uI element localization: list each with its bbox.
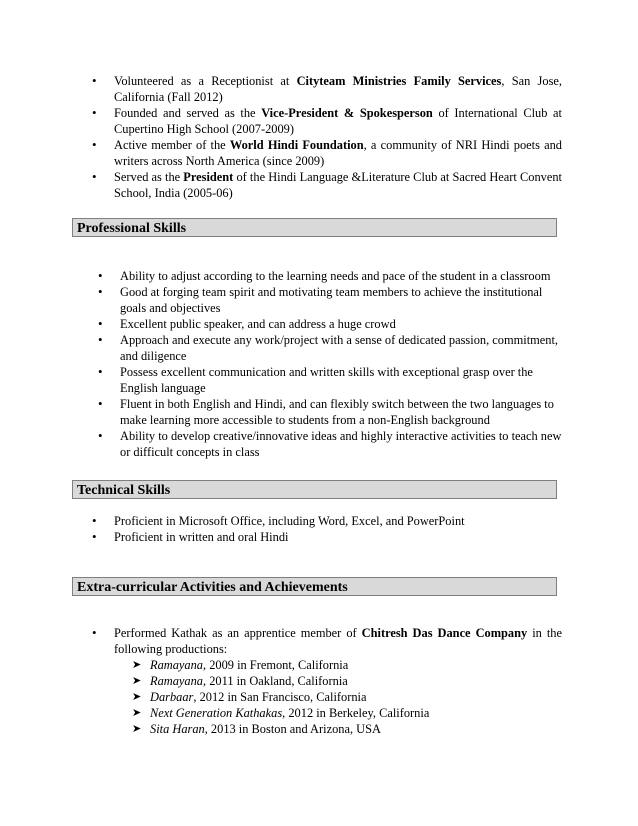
list-item: • Approach and execute any work/project with a sense of dedicated passion, commitment, and diligence bbox=[98, 332, 568, 364]
list-item: • Fluent in both English and Hindi, and can flexibly switch between the two languages to make learning more accessible to students from a non-English background bbox=[98, 396, 568, 428]
technical-skills-heading: Technical Skills bbox=[72, 480, 557, 499]
list-item: ➤ Next Generation Kathakas, 2012 in Berkeley, California bbox=[132, 706, 430, 720]
professional-skills-list bbox=[98, 268, 568, 460]
list-item: • Active member of the World Hindi Foundation, a community of NRI Hindi poets and writers across North America (since 2009) bbox=[92, 137, 562, 169]
productions-list bbox=[132, 657, 532, 737]
list-item: • Excellent public speaker, and can address a huge crowd bbox=[98, 316, 568, 332]
list-item: ➤ Ramayana, 2011 in Oakland, California bbox=[132, 674, 348, 688]
extra-curricular-heading: Extra-curricular Activities and Achievements bbox=[72, 577, 557, 596]
list-item: • Ability to develop creative/innovative ideas and highly interactive activities to teach new or difficult concepts in class bbox=[98, 428, 568, 460]
activities-list bbox=[92, 73, 562, 201]
list-item: ➤ Darbaar, 2012 in San Francisco, California bbox=[132, 690, 367, 704]
list-item: • Proficient in Microsoft Office, including Word, Excel, and PowerPoint bbox=[92, 513, 562, 529]
list-item: ➤ Sita Haran, 2013 in Boston and Arizona, USA bbox=[132, 722, 381, 736]
list-item: • Volunteered as a Receptionist at Cityteam Ministries Family Services, San Jose, California (Fall 2012) bbox=[92, 73, 562, 105]
arrow-bullet-icon: ➤ bbox=[132, 659, 142, 671]
list-item: • Founded and served as the Vice-President & Spokesperson of International Club at Cupertino High School (2007-2009) bbox=[92, 105, 562, 137]
list-item: • Performed Kathak as an apprentice member of Chitresh Das Dance Company in the following productions: bbox=[92, 625, 562, 657]
arrow-bullet-icon: ➤ bbox=[132, 723, 142, 735]
list-item: ➤ Ramayana, 2009 in Fremont, California bbox=[132, 658, 349, 672]
list-item: • Possess excellent communication and written skills with exceptional grasp over the English language bbox=[98, 364, 568, 396]
professional-skills-heading: Professional Skills bbox=[72, 218, 557, 237]
list-item: • Proficient in written and oral Hindi bbox=[92, 529, 562, 545]
technical-skills-list bbox=[92, 513, 562, 545]
list-item: • Served as the President of the Hindi Language &Literature Club at Sacred Heart Convent School, India (2005-06) bbox=[92, 169, 562, 201]
arrow-bullet-icon: ➤ bbox=[132, 707, 142, 719]
extra-curricular-list bbox=[92, 625, 562, 657]
list-item: • Good at forging team spirit and motivating team members to achieve the institutional goals and objectives bbox=[98, 284, 568, 316]
list-item: • Ability to adjust according to the learning needs and pace of the student in a classroom bbox=[98, 268, 568, 284]
arrow-bullet-icon: ➤ bbox=[132, 691, 142, 703]
arrow-bullet-icon: ➤ bbox=[132, 675, 142, 687]
